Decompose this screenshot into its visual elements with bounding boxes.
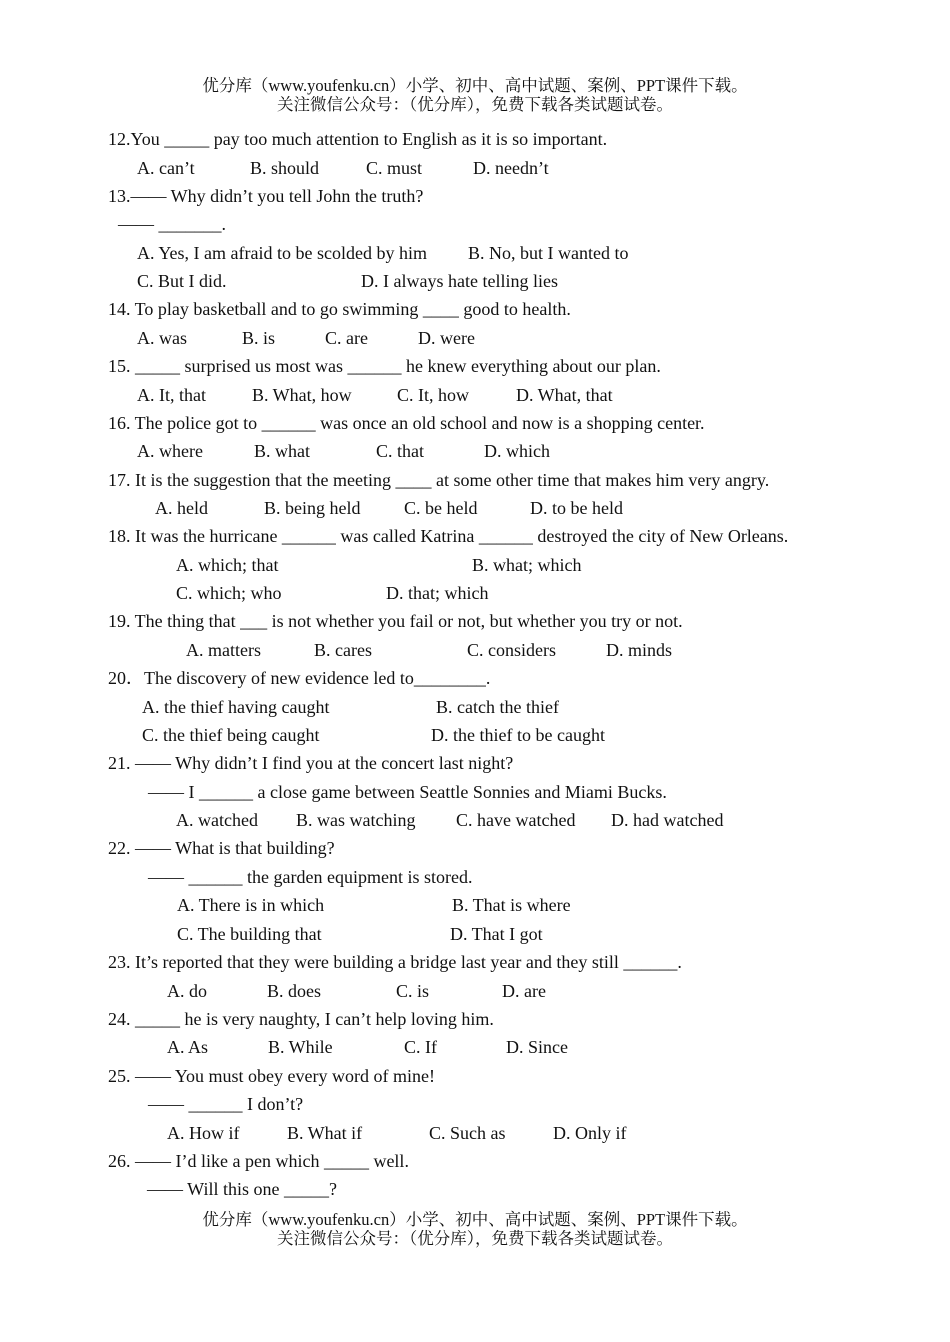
question-21-reply: —— I ______ a close game between Seattle Sonnies and Miami Bucks. (148, 782, 667, 802)
question-16-option-c: C. that (376, 441, 424, 461)
question-24-stem: 24. _____ he is very naughty, I can’t help loving him. (108, 1009, 494, 1029)
question-15-stem: 15. _____ surprised us most was ______ he knew everything about our plan. (108, 356, 661, 376)
question-20-option-a: A. the thief having caught (142, 697, 330, 717)
question-18-option-b: B. what; which (472, 555, 582, 575)
question-22-option-d: D. That I got (450, 924, 543, 944)
question-17-stem: 17. It is the suggestion that the meeting ____ at some other time that makes him very angry. (108, 470, 770, 490)
question-13-option-c: C. But I did. (137, 271, 227, 291)
question-14-option-a: A. was (137, 328, 187, 348)
question-21-option-b: B. was watching (296, 810, 416, 830)
question-14-stem: 14. To play basketball and to go swimming ____ good to health. (108, 299, 571, 319)
question-22-stem: 22. —— What is that building? (108, 838, 335, 858)
question-21-option-d: D. had watched (611, 810, 724, 830)
question-17-option-c: C. be held (404, 498, 478, 518)
question-22-option-a: A. There is in which (177, 895, 325, 915)
question-18-stem: 18. It was the hurricane ______ was called Katrina ______ destroyed the city of New Orleans. (108, 526, 789, 546)
question-25-option-a: A. How if (167, 1123, 240, 1143)
question-12-option-d: D. needn’t (473, 158, 549, 178)
question-26-stem: 26. —— I’d like a pen which _____ well. (108, 1151, 409, 1171)
footer-line-2: 关注微信公众号：（优分库），免费下载各类试题试卷。 (277, 1229, 673, 1248)
question-16-option-d: D. which (484, 441, 550, 461)
question-24-option-b: B. While (268, 1037, 333, 1057)
question-15-option-c: C. It, how (397, 385, 469, 405)
question-19-option-d: D. minds (606, 640, 673, 660)
page-footer (0, 1210, 950, 1248)
question-22-option-c: C. The building that (177, 924, 322, 944)
question-19-stem: 19. The thing that ___ is not whether you fail or not, but whether you try or not. (108, 611, 683, 631)
question-14-option-b: B. is (242, 328, 276, 348)
question-12-option-b: B. should (250, 158, 320, 178)
question-18-option-c: C. which; who (176, 583, 282, 603)
page-header (0, 76, 950, 114)
question-13-option-d: D. I always hate telling lies (361, 271, 558, 291)
question-13-option-b: B. No, but I wanted to (468, 243, 629, 263)
header-line-2: 关注微信公众号：（优分库），免费下载各类试题试卷。 (277, 95, 673, 114)
question-21-stem: 21. —— Why didn’t I find you at the concert last night? (108, 753, 514, 773)
question-13-stem: 13.—— Why didn’t you tell John the truth? (108, 186, 424, 206)
question-16-stem: 16. The police got to ______ was once an old school and now is a shopping center. (108, 413, 705, 433)
question-13-reply: —— _______. (118, 214, 226, 234)
question-23-option-a: A. do (167, 981, 207, 1001)
question-21-option-c: C. have watched (456, 810, 576, 830)
question-25-option-b: B. What if (287, 1123, 363, 1143)
question-25-option-d: D. Only if (553, 1123, 627, 1143)
question-17-option-b: B. being held (264, 498, 361, 518)
question-15-option-d: D. What, that (516, 385, 613, 405)
question-25-option-c: C. Such as (429, 1123, 506, 1143)
question-23-option-b: B. does (267, 981, 321, 1001)
question-17-option-a: A. held (155, 498, 208, 518)
question-23-option-d: D. are (502, 981, 546, 1001)
question-12-stem: 12.You _____ pay too much attention to English as it is so important. (108, 129, 608, 149)
question-16-option-b: B. what (254, 441, 310, 461)
question-22-reply: —— ______ the garden equipment is stored. (148, 867, 473, 887)
question-19-option-c: C. considers (467, 640, 556, 660)
header-line-1: 优分库（www.youfenku.cn）小学、初中、高中试题、案例、PPT课件下载。 (202, 76, 748, 95)
question-14-option-c: C. are (325, 328, 368, 348)
question-20-option-b: B. catch the thief (436, 697, 559, 717)
question-19-option-a: A. matters (186, 640, 261, 660)
question-17-option-d: D. to be held (530, 498, 623, 518)
question-14-option-d: D. were (418, 328, 475, 348)
question-21-option-a: A. watched (176, 810, 258, 830)
question-15-option-a: A. It, that (137, 385, 206, 405)
question-20-option-c: C. the thief being caught (142, 725, 320, 745)
question-23-stem: 23. It’s reported that they were building a bridge last year and they still ______. (108, 952, 682, 972)
question-12-option-a: A. can’t (137, 158, 195, 178)
question-20-stem: 20．The discovery of new evidence led to________. (108, 668, 491, 688)
question-19-option-b: B. cares (314, 640, 372, 660)
question-12-option-c: C. must (366, 158, 423, 178)
question-16-option-a: A. where (137, 441, 203, 461)
question-18-option-a: A. which; that (176, 555, 279, 575)
question-15-option-b: B. What, how (252, 385, 352, 405)
question-25-stem: 25. —— You must obey every word of mine! (108, 1066, 435, 1086)
footer-line-1: 优分库（www.youfenku.cn）小学、初中、高中试题、案例、PPT课件下载。 (202, 1210, 748, 1229)
question-13-option-a: A. Yes, I am afraid to be scolded by him (137, 243, 427, 263)
question-24-option-a: A. As (167, 1037, 209, 1057)
question-22-option-b: B. That is where (452, 895, 571, 915)
question-20-option-d: D. the thief to be caught (431, 725, 605, 745)
question-23-option-c: C. is (396, 981, 430, 1001)
question-24-option-c: C. If (404, 1037, 437, 1057)
question-24-option-d: D. Since (506, 1037, 568, 1057)
question-18-option-d: D. that; which (386, 583, 489, 603)
question-26-reply: —— Will this one _____? (147, 1179, 337, 1199)
question-25-reply: —— ______ I don’t? (148, 1094, 304, 1114)
